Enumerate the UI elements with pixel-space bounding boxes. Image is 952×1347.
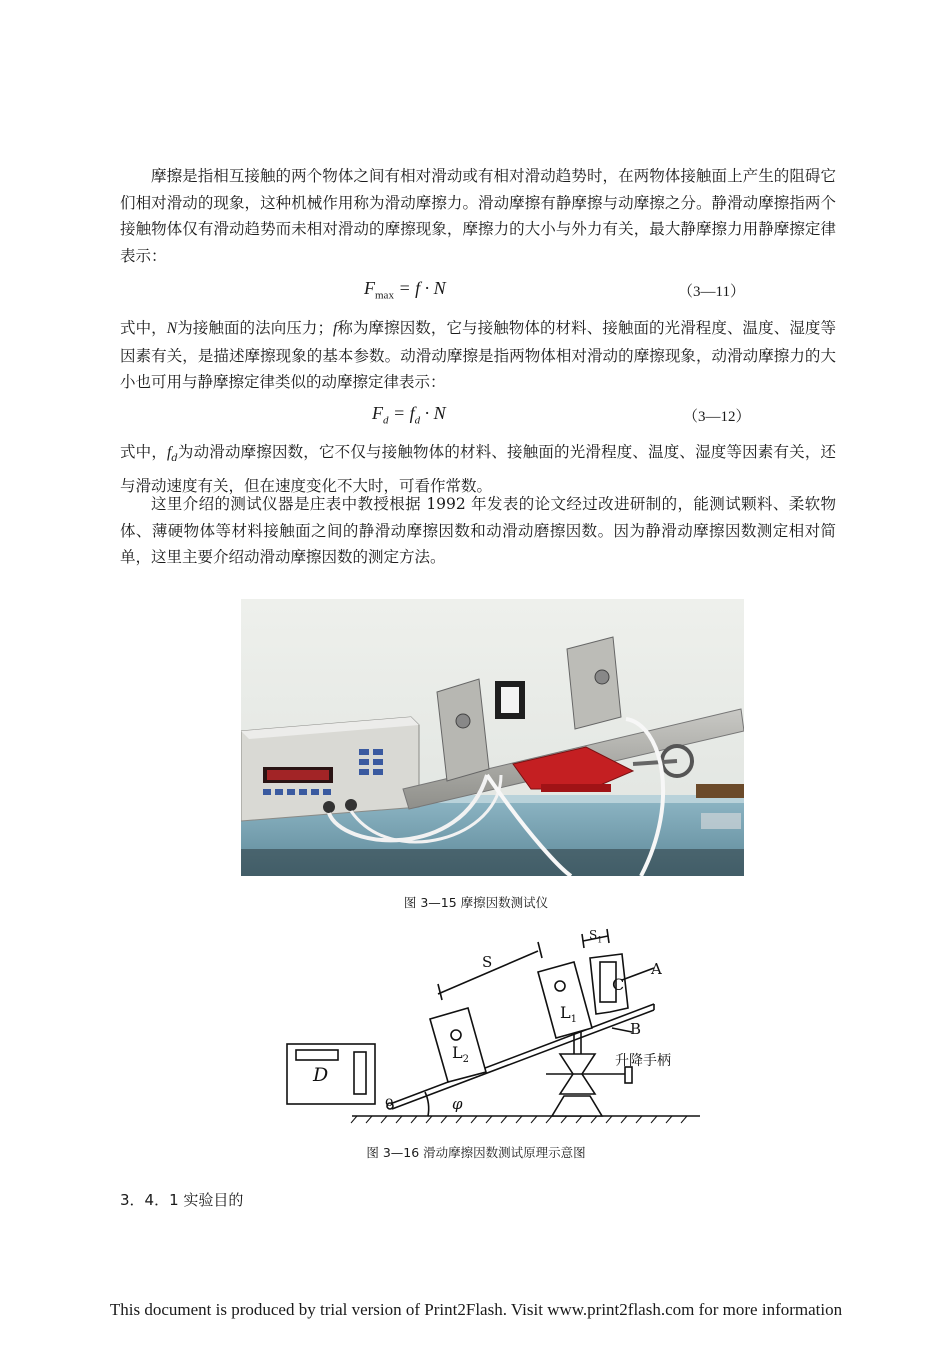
equation-number-3-12: （3—12） [683,409,751,425]
equation-number-3-11: （3—11） [678,284,745,300]
label-a: A [651,960,662,978]
label-b: B [630,1020,642,1038]
friction-tester-photo [241,599,744,876]
label-c: C [612,975,625,994]
label-d: D [313,1064,329,1086]
section-heading: 3．4．1 实验目的 [120,1191,244,1209]
label-o: o [385,1094,394,1110]
label-l2: $L_2$ [452,1043,469,1066]
label-s: S [482,953,493,971]
figure-3-16-caption: 图 3—16 滑动摩擦因数测试原理示意图 [366,1145,586,1160]
label-s1: $S_1$ [589,928,603,945]
paragraph-dynamic-friction-terms: 式中，$f_d$为动滑动摩擦因数，它不仅与接触物体的材料、接触面的光滑程度、温度、湿度等因素有关，还与滑动速度有关，但在速度变化不大时，可看作常数。 [120,443,836,495]
sliding-friction-schematic [282,924,702,1136]
label-l1: $L_1$ [560,1003,577,1026]
trial-version-footer: This document is produced by trial version of Print2Flash. Visit www.print2flash.com for more information [109,1300,843,1319]
paragraph-intro: 摩擦是指相互接触的两个物体之间有相对滑动或有相对滑动趋势时，在两物体接触面上产生的阻碍它们相对滑动的现象，这种机械作用称为滑动摩擦力。滑动摩擦有静摩擦与动摩擦之分。静滑动摩擦指两个接触物体仅有滑动趋势而未相对滑动的摩擦现象，摩擦力的大小与外力有关，最大静摩擦力用静摩擦定律表示： [120,167,836,265]
paragraph-instrument-intro: 这里介绍的测试仪器是庄表中教授根据 1992 年发表的论文经过改进研制的，能测试颗料、柔软物体、薄硬物体等材料接触面之间的静滑动摩擦因数和动滑动磨擦因数。因为静滑动摩擦因数测定相对简单，这里主要介绍动滑动摩擦因数的测定方法。 [120,495,836,566]
equation-3-11: $F_{max} = f \cdot N$ [364,278,446,302]
figure-3-15-caption: 图 3—15 摩擦因数测试仪 [403,895,549,910]
label-phi: φ [452,1095,463,1113]
equation-3-12: $F_d = f_d \cdot N$ [372,403,446,427]
paragraph-static-friction-terms: 式中，N为接触面的法向压力；f称为摩擦因数，它与接触物体的材料、接触面的光滑程度、温度、湿度等因素有关，是描述摩擦现象的基本参数。动滑动摩擦是指两物体相对滑动的摩擦现象，动滑动摩擦力的大小也可用与静摩擦定律类似的动摩擦定律表示： [120,319,836,391]
label-lift-handle: 升降手柄 [615,1053,671,1069]
